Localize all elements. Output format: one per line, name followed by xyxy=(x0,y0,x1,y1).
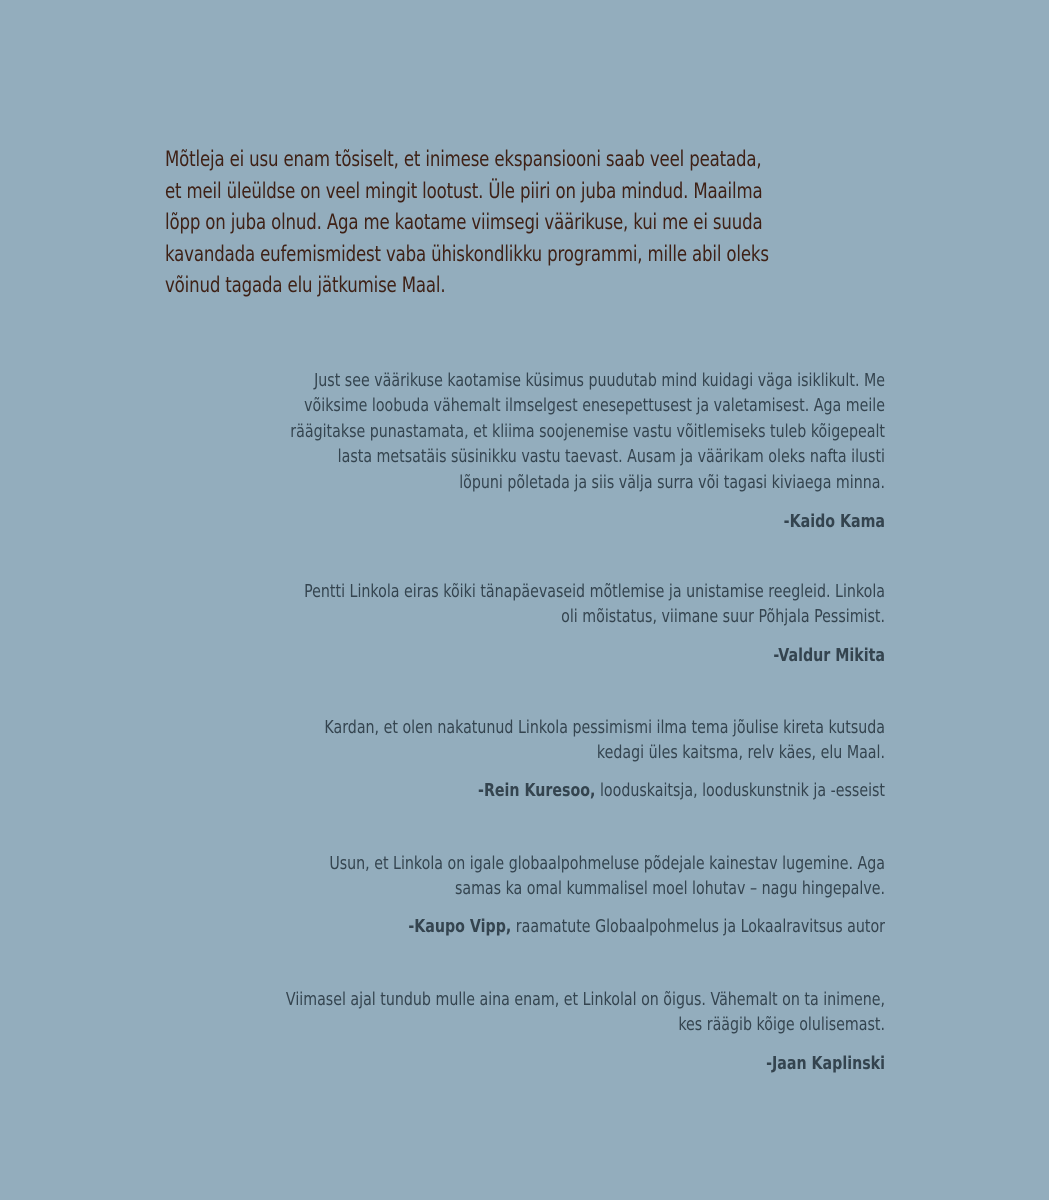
blurb-line: Kardan, et olen nakatunud Linkola pessimismi ilma tema jõulise kireta kutsuda xyxy=(324,717,885,738)
blurb-line: kes räägib kõige olulisemast. xyxy=(678,1014,885,1036)
author-role: raamatute Globaalpohmelus ja Lokaalravitsus autor xyxy=(511,915,885,937)
author-role: looduskaitsja, looduskunstnik ja -esseist xyxy=(595,779,885,801)
author-name: -Valdur Mikita xyxy=(773,644,885,666)
blurb-kaido-kama xyxy=(165,368,885,534)
back-cover-text xyxy=(165,0,885,1200)
blurb-jaan-kaplinski xyxy=(165,987,885,1076)
author-name: -Jaan Kaplinski xyxy=(766,1052,885,1074)
blurb-line: võiksime loobuda vähemalt ilmselgest enesepettusest ja valetamisest. Aga meile xyxy=(304,395,885,417)
lead-line: lõpp on juba olnud. Aga me kaotame viimsegi väärikuse, kui me ei suuda xyxy=(165,210,763,234)
blurb-attribution xyxy=(165,778,885,803)
blurb-attribution xyxy=(165,1051,885,1076)
blurb-line: lõpuni põletada ja siis välja surra või tagasi kiviaega minna. xyxy=(459,471,885,493)
blurb-valdur-mikita xyxy=(165,579,885,668)
author-name: -Rein Kuresoo, xyxy=(478,779,596,801)
lead-line: et meil üleüldse on veel mingit lootust. Üle piiri on juba mindud. Maailma xyxy=(165,178,763,203)
blurb-line: oli mõistatus, viimane suur Põhjala Pessimist. xyxy=(561,606,885,628)
lead-paragraph xyxy=(165,144,885,302)
blurb-attribution xyxy=(165,509,885,534)
blurb-text xyxy=(165,987,885,1038)
blurb-text xyxy=(165,851,885,902)
blurb-line: räägitakse punastamata, et kliima soojenemise vastu võitlemiseks tuleb kõigepealt xyxy=(290,420,886,442)
blurb-line: samas ka omal kummalisel moel lohutav – nagu hingepalve. xyxy=(454,878,885,900)
blurb-line: lasta metsatäis süsinikku vastu taevast. Ausam ja väärikam oleks nafta ilusti xyxy=(337,446,885,468)
blurb-attribution xyxy=(165,914,885,939)
blurb-kaupo-vipp xyxy=(165,851,885,939)
blurb-attribution xyxy=(165,643,885,668)
blurb-text xyxy=(165,368,885,495)
blurb-rein-kuresoo xyxy=(165,715,885,803)
lead-line: kavandada eufemismidest vaba ühiskondlikku programmi, mille abil oleks xyxy=(165,241,769,266)
blurb-line: kedagi üles kaitsma, relv käes, elu Maal. xyxy=(596,742,885,764)
author-name: -Kaido Kama xyxy=(783,511,885,533)
blurb-line: Pentti Linkola eiras kõiki tänapäevaseid mõtlemise ja unistamise reegleid. Linkola xyxy=(304,581,885,602)
blurb-line: Just see väärikuse kaotamise küsimus puudutab mind kuidagi väga isiklikult. Me xyxy=(314,370,885,391)
blurb-text xyxy=(165,715,885,766)
lead-line: Mõtleja ei usu enam tõsiselt, et inimese ekspansiooni saab veel peatada, xyxy=(165,147,762,171)
blurb-line: Viimasel ajal tundub mulle aina enam, et Linkolal on õigus. Vähemalt on ta inimene, xyxy=(285,989,885,1010)
blurb-line: Usun, et Linkola on igale globaalpohmeluse põdejale kainestav lugemine. Aga xyxy=(329,853,885,874)
author-name: -Kaupo Vipp, xyxy=(408,915,512,937)
lead-line: võinud tagada elu jätkumise Maal. xyxy=(165,273,446,297)
blurb-text xyxy=(165,579,885,630)
